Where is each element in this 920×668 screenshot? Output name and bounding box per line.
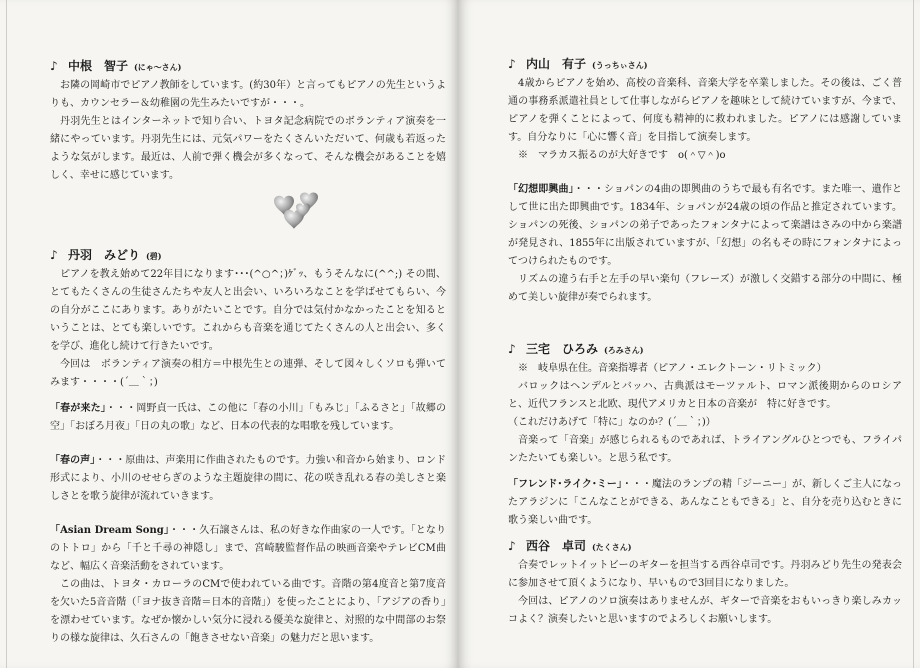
song-title: 「幻想即興曲」 bbox=[508, 184, 574, 195]
music-note-icon: ♪ bbox=[50, 59, 58, 73]
profile-text: バロックはヘンデルとバッハ、古典派はモーツァルト、ロマン派後期からのロシアと、近代フランスと北欧、現代アメリカと日本の音楽が 特に好きです。 bbox=[508, 381, 902, 410]
profile-text: （これだけあげて「特に」なのか？(´＿｀；)） bbox=[508, 417, 716, 428]
performer-header-nakane bbox=[50, 58, 446, 75]
performer-name: 三宅 ひろみ bbox=[526, 342, 599, 356]
song-title: 「フレンド･ライク･ミー」 bbox=[508, 479, 622, 490]
performer-header-uchiyama bbox=[508, 56, 902, 73]
song-description: ・・・ショパンの4曲の即興曲のうちで最も有名です。また唯一、遺作として世に出た即興曲です。1834年、ショパンが24歳の頃の作品と推定されています。ショパンの死後、ショパンの弟子であったフォンタナによって楽譜はさみの中から楽譜が発見され、1855年に出版されていますが、「幻想」の名もその時にフォンタナによってつけられたものです。 bbox=[508, 184, 902, 267]
performer-nickname: (うっちぃさん) bbox=[592, 60, 648, 70]
performer-nickname: (にゃ～さん) bbox=[134, 62, 182, 72]
profile-text: お隣の岡崎市でピアノ教師をしています。(約30年）と言ってもピアノの先生というよりも、カウンセラー＆幼稚園の先生みたいですが・・・。 bbox=[50, 80, 446, 109]
profile-text: 音楽って「音楽」が感じられるものであれば、トライアングルひとつでも、フライパンたたいても楽しい。と思う私です。 bbox=[508, 435, 902, 464]
performer-header-miyake bbox=[508, 341, 902, 358]
profile-text: 合奏でレットイットビーのギターを担当する西谷卓司です。丹羽みどり先生の発表会に参加させて頂くようになり、早いもので3回目になりました。 bbox=[508, 560, 902, 589]
song-description-2: リズムの違う右手と左手の早い楽句（フレーズ）が激しく交錯する部分の中間に、極めて美しい旋律が奏でられます。 bbox=[508, 274, 902, 303]
music-note-icon: ♪ bbox=[508, 57, 516, 71]
profile-text: 今回は ボランティア演奏の相方＝中根先生との連弾、そして図々しくソロも弾いてみます・・・・(´＿｀；) bbox=[50, 359, 446, 388]
performer-header-niwa bbox=[50, 247, 446, 264]
song-title: 「Asian Dream Song」 bbox=[50, 525, 169, 536]
music-note-icon: ♪ bbox=[508, 342, 516, 356]
performer-name: 丹羽 みどり bbox=[68, 248, 141, 262]
music-note-icon: ♪ bbox=[50, 248, 58, 262]
song-note-haru-ga-kita bbox=[50, 400, 446, 436]
song-title: 「春が来た」 bbox=[50, 403, 106, 414]
right-page bbox=[458, 0, 920, 668]
profile-text: 今回は、ピアノのソロ演奏はありませんが、ギターで音楽をおもいっきり楽しみカッコよく？演奏したいと思いますのでよろしくお願いします。 bbox=[508, 596, 902, 625]
performer-header-nishitani bbox=[508, 538, 902, 555]
performer-name: 内山 有子 bbox=[526, 57, 587, 71]
song-description: ・・・原曲は、声楽用に作曲されたものです。力強い和音から始まり、ロンド形式により、小川のせせらぎのような主題旋律の間に、花の咲き乱れる春の美しさと楽しさとを歌う旋律が流れていきます。 bbox=[50, 455, 447, 502]
performer-nickname: (碧) bbox=[146, 251, 162, 261]
performer-name: 西谷 卓司 bbox=[526, 539, 587, 553]
song-note-asian-dream bbox=[50, 522, 446, 576]
performer-nickname: (ろみさん) bbox=[604, 345, 644, 355]
profile-text: 4歳からピアノを始め、高校の音楽科、音楽大学を卒業しました。その後は、ごく普通の事務系派遣社員として仕事しながらピアノを趣味として続けていますが、今まで、ピアノを弾くことによって、何度も精神的に救われました。ピアノには感謝しています。自分なりに「心に響く音」を目指して演奏します。 bbox=[508, 78, 902, 143]
profile-text: ※ 岐阜県在住。音楽指導者（ピアノ・エレクトーン・リトミック） bbox=[518, 363, 827, 374]
song-description: ・・・魔法のランプの精「ジーニー」が、新しくご主人になったアラジンに「こんなことができる、あんなこともできる」と、自分を売り込むときに歌う楽しい曲です。 bbox=[508, 479, 903, 526]
song-description: ・・・岡野貞一氏は、この他に「春の小川」「もみじ」「ふるさと」「故郷の空」「おぼろ月夜」「日の丸の歌」など、日本の代表的な唱歌を残しています。 bbox=[50, 403, 447, 432]
profile-text: 丹羽先生とはインターネットで知り合い、トヨタ記念病院でのボランティア演奏を一緒にやっています。丹羽先生には、元気パワーをたくさんいただいて、何歳も若返ったような気がします。最近は、人前で弾く機会が多くなって、そんな機会があることを嬉しく、幸せに感じています。 bbox=[50, 116, 446, 181]
song-title: 「春の声」 bbox=[50, 455, 96, 466]
profile-text: ※ マラカス振るのが大好きです o(＾▽＾)o bbox=[518, 150, 726, 161]
profile-text: ピアノを教え始めて22年目になります･･･(^○^；)ｹﾞｯ、もうそんなに(^^;) その間、とてもたくさんの生徒さんたちや友人と出会い、いろいろなことを学ばせてもらい、今の自分がここにあります。ありがたいことです。自分では気付かなかったことを知るということは、とても楽しいです。これからも音楽を通じてたくさんの人と出会い、多くを学び、進化し続けて行きたいです。 bbox=[50, 269, 446, 352]
song-description: ・・・久石譲さんは、私の好きな作曲家の一人です。「となりのトトロ」から「千と千尋の神隠し」まで、宮崎駿監督作品の映画音楽やテレビCM曲など、幅広く音楽活動をされています。 bbox=[50, 525, 447, 572]
performer-nickname: (たくさん) bbox=[592, 542, 632, 552]
music-note-icon: ♪ bbox=[508, 539, 516, 553]
song-description-2: この曲は、トヨタ・カローラのCMで使われている曲です。音階の第4度音と第7度音を欠いた5音音階（｢ヨナ抜き音階＝日本的音階｣）を使ったことにより、「アジアの香り」を漂わせています。なぜか懐かしい気分に浸れる優美な旋律と、対照的な中間部のお祭りの様な旋律は、久石さんの「飽きさせない音楽」の魅力だと思います。 bbox=[50, 579, 446, 644]
song-note-friend-like-me bbox=[508, 476, 902, 530]
song-note-fantaisie bbox=[508, 181, 902, 271]
left-page bbox=[0, 0, 458, 668]
hearts-icon bbox=[260, 189, 330, 233]
hearts-decoration bbox=[50, 189, 446, 233]
performer-name: 中根 智子 bbox=[68, 59, 129, 73]
song-note-haru-no-koe bbox=[50, 452, 446, 506]
